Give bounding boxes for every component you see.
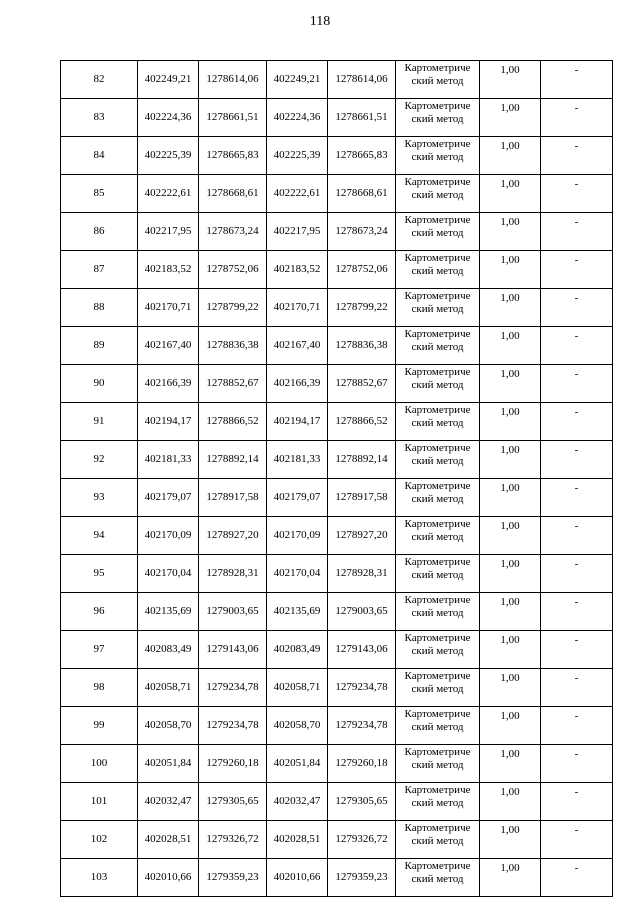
method-cell [396, 555, 480, 593]
method-line-1: Картометриче [404, 328, 471, 340]
method-cell [396, 251, 480, 289]
table-row [61, 289, 613, 327]
y-refined-cell: 1279326,72 [328, 821, 396, 859]
note-cell: - [541, 783, 613, 821]
table-row [61, 251, 613, 289]
method-line-2: ский метод [411, 417, 464, 429]
method-line-1: Картометриче [404, 62, 471, 74]
note-cell: - [541, 669, 613, 707]
y-existing-cell: 1279326,72 [199, 821, 267, 859]
y-refined-cell: 1278892,14 [328, 441, 396, 479]
accuracy-cell: 1,00 [480, 289, 541, 327]
table-row [61, 327, 613, 365]
table-row [61, 859, 613, 897]
table-row [61, 441, 613, 479]
point-number-cell: 94 [61, 517, 138, 555]
method-line-1: Картометриче [404, 176, 471, 188]
table-row [61, 707, 613, 745]
point-number-cell: 86 [61, 213, 138, 251]
y-existing-cell: 1278917,58 [199, 479, 267, 517]
note-cell: - [541, 175, 613, 213]
page-number: 118 [309, 14, 331, 29]
y-refined-cell: 1279359,23 [328, 859, 396, 897]
note-cell: - [541, 593, 613, 631]
x-existing-cell: 402135,69 [138, 593, 199, 631]
point-number-cell: 83 [61, 99, 138, 137]
method-line-2: ский метод [411, 455, 464, 467]
table-row [61, 175, 613, 213]
point-number-cell: 93 [61, 479, 138, 517]
accuracy-cell: 1,00 [480, 213, 541, 251]
note-cell: - [541, 517, 613, 555]
x-refined-cell: 402166,39 [267, 365, 328, 403]
accuracy-cell: 1,00 [480, 61, 541, 99]
x-refined-cell: 402051,84 [267, 745, 328, 783]
accuracy-cell: 1,00 [480, 99, 541, 137]
table-row [61, 479, 613, 517]
y-existing-cell: 1279143,06 [199, 631, 267, 669]
coordinates-table [60, 60, 613, 897]
method-line-2: ский метод [411, 265, 464, 277]
point-number-cell: 85 [61, 175, 138, 213]
point-number-cell: 91 [61, 403, 138, 441]
accuracy-cell: 1,00 [480, 593, 541, 631]
accuracy-cell: 1,00 [480, 859, 541, 897]
x-refined-cell: 402181,33 [267, 441, 328, 479]
x-existing-cell: 402166,39 [138, 365, 199, 403]
y-existing-cell: 1279234,78 [199, 707, 267, 745]
method-line-1: Картометриче [404, 746, 471, 758]
note-cell: - [541, 327, 613, 365]
method-cell [396, 61, 480, 99]
method-line-1: Картометриче [404, 100, 471, 112]
y-refined-cell: 1279234,78 [328, 669, 396, 707]
note-cell: - [541, 821, 613, 859]
point-number-cell: 96 [61, 593, 138, 631]
y-existing-cell: 1278673,24 [199, 213, 267, 251]
note-cell: - [541, 859, 613, 897]
x-refined-cell: 402222,61 [267, 175, 328, 213]
method-line-1: Картометриче [404, 138, 471, 150]
y-refined-cell: 1278661,51 [328, 99, 396, 137]
table-row [61, 783, 613, 821]
table-row [61, 669, 613, 707]
y-refined-cell: 1278668,61 [328, 175, 396, 213]
table-row [61, 137, 613, 175]
point-number-cell: 89 [61, 327, 138, 365]
method-line-1: Картометриче [404, 708, 471, 720]
x-refined-cell: 402194,17 [267, 403, 328, 441]
accuracy-cell: 1,00 [480, 821, 541, 859]
method-cell [396, 213, 480, 251]
method-cell [396, 175, 480, 213]
point-number-cell: 100 [61, 745, 138, 783]
method-cell [396, 707, 480, 745]
method-line-1: Картометриче [404, 860, 471, 872]
x-refined-cell: 402170,04 [267, 555, 328, 593]
x-refined-cell: 402010,66 [267, 859, 328, 897]
table-row [61, 745, 613, 783]
y-refined-cell: 1278928,31 [328, 555, 396, 593]
method-line-1: Картометриче [404, 290, 471, 302]
x-existing-cell: 402222,61 [138, 175, 199, 213]
method-line-2: ский метод [411, 227, 464, 239]
y-existing-cell: 1279260,18 [199, 745, 267, 783]
x-existing-cell: 402249,21 [138, 61, 199, 99]
method-cell [396, 99, 480, 137]
point-number-cell: 82 [61, 61, 138, 99]
method-line-2: ский метод [411, 531, 464, 543]
x-existing-cell: 402170,04 [138, 555, 199, 593]
x-refined-cell: 402032,47 [267, 783, 328, 821]
point-number-cell: 102 [61, 821, 138, 859]
point-number-cell: 84 [61, 137, 138, 175]
accuracy-cell: 1,00 [480, 365, 541, 403]
table-row [61, 213, 613, 251]
x-refined-cell: 402225,39 [267, 137, 328, 175]
method-cell [396, 631, 480, 669]
accuracy-cell: 1,00 [480, 441, 541, 479]
method-line-2: ский метод [411, 113, 464, 125]
method-line-2: ский метод [411, 151, 464, 163]
table-row [61, 821, 613, 859]
accuracy-cell: 1,00 [480, 745, 541, 783]
y-existing-cell: 1278752,06 [199, 251, 267, 289]
accuracy-cell: 1,00 [480, 707, 541, 745]
y-refined-cell: 1278927,20 [328, 517, 396, 555]
table-row [61, 593, 613, 631]
method-cell [396, 137, 480, 175]
x-existing-cell: 402010,66 [138, 859, 199, 897]
y-refined-cell: 1278614,06 [328, 61, 396, 99]
y-existing-cell: 1279359,23 [199, 859, 267, 897]
point-number-cell: 87 [61, 251, 138, 289]
accuracy-cell: 1,00 [480, 555, 541, 593]
method-cell [396, 859, 480, 897]
note-cell: - [541, 251, 613, 289]
note-cell: - [541, 707, 613, 745]
method-cell [396, 783, 480, 821]
note-cell: - [541, 441, 613, 479]
accuracy-cell: 1,00 [480, 783, 541, 821]
method-line-1: Картометриче [404, 252, 471, 264]
x-existing-cell: 402167,40 [138, 327, 199, 365]
accuracy-cell: 1,00 [480, 479, 541, 517]
table-row [61, 61, 613, 99]
accuracy-cell: 1,00 [480, 669, 541, 707]
accuracy-cell: 1,00 [480, 175, 541, 213]
method-line-2: ский метод [411, 607, 464, 619]
y-existing-cell: 1278892,14 [199, 441, 267, 479]
x-refined-cell: 402028,51 [267, 821, 328, 859]
x-refined-cell: 402167,40 [267, 327, 328, 365]
y-existing-cell: 1278866,52 [199, 403, 267, 441]
note-cell: - [541, 745, 613, 783]
x-existing-cell: 402194,17 [138, 403, 199, 441]
x-existing-cell: 402183,52 [138, 251, 199, 289]
x-existing-cell: 402217,95 [138, 213, 199, 251]
method-cell [396, 517, 480, 555]
y-existing-cell: 1279305,65 [199, 783, 267, 821]
y-existing-cell: 1278661,51 [199, 99, 267, 137]
y-existing-cell: 1279003,65 [199, 593, 267, 631]
table-row [61, 365, 613, 403]
y-refined-cell: 1279234,78 [328, 707, 396, 745]
method-line-1: Картометриче [404, 214, 471, 226]
accuracy-cell: 1,00 [480, 327, 541, 365]
x-refined-cell: 402170,09 [267, 517, 328, 555]
y-existing-cell: 1278927,20 [199, 517, 267, 555]
point-number-cell: 95 [61, 555, 138, 593]
x-existing-cell: 402170,71 [138, 289, 199, 327]
point-number-cell: 92 [61, 441, 138, 479]
note-cell: - [541, 289, 613, 327]
y-refined-cell: 1278917,58 [328, 479, 396, 517]
x-refined-cell: 402183,52 [267, 251, 328, 289]
y-refined-cell: 1278866,52 [328, 403, 396, 441]
method-line-2: ский метод [411, 493, 464, 505]
method-cell [396, 745, 480, 783]
method-line-2: ский метод [411, 797, 464, 809]
x-refined-cell: 402249,21 [267, 61, 328, 99]
accuracy-cell: 1,00 [480, 137, 541, 175]
method-line-2: ский метод [411, 75, 464, 87]
method-line-2: ский метод [411, 645, 464, 657]
method-cell [396, 403, 480, 441]
method-line-2: ский метод [411, 873, 464, 885]
y-refined-cell: 1279260,18 [328, 745, 396, 783]
method-cell [396, 289, 480, 327]
y-refined-cell: 1278752,06 [328, 251, 396, 289]
accuracy-cell: 1,00 [480, 631, 541, 669]
method-line-2: ский метод [411, 721, 464, 733]
method-line-1: Картометриче [404, 784, 471, 796]
y-existing-cell: 1278852,67 [199, 365, 267, 403]
point-number-cell: 101 [61, 783, 138, 821]
method-line-2: ский метод [411, 379, 464, 391]
x-existing-cell: 402170,09 [138, 517, 199, 555]
note-cell: - [541, 479, 613, 517]
x-refined-cell: 402058,70 [267, 707, 328, 745]
x-refined-cell: 402179,07 [267, 479, 328, 517]
x-refined-cell: 402217,95 [267, 213, 328, 251]
x-refined-cell: 402058,71 [267, 669, 328, 707]
x-refined-cell: 402170,71 [267, 289, 328, 327]
method-cell [396, 669, 480, 707]
y-existing-cell: 1279234,78 [199, 669, 267, 707]
y-refined-cell: 1279305,65 [328, 783, 396, 821]
method-line-1: Картометриче [404, 632, 471, 644]
y-existing-cell: 1278668,61 [199, 175, 267, 213]
method-line-1: Картометриче [404, 670, 471, 682]
x-existing-cell: 402083,49 [138, 631, 199, 669]
y-existing-cell: 1278836,38 [199, 327, 267, 365]
method-cell [396, 365, 480, 403]
method-line-1: Картометриче [404, 822, 471, 834]
x-existing-cell: 402224,36 [138, 99, 199, 137]
method-line-2: ский метод [411, 303, 464, 315]
x-refined-cell: 402135,69 [267, 593, 328, 631]
point-number-cell: 90 [61, 365, 138, 403]
method-cell [396, 593, 480, 631]
method-cell [396, 479, 480, 517]
note-cell: - [541, 631, 613, 669]
x-existing-cell: 402028,51 [138, 821, 199, 859]
x-existing-cell: 402051,84 [138, 745, 199, 783]
point-number-cell: 88 [61, 289, 138, 327]
x-refined-cell: 402083,49 [267, 631, 328, 669]
method-line-2: ский метод [411, 189, 464, 201]
x-refined-cell: 402224,36 [267, 99, 328, 137]
x-existing-cell: 402032,47 [138, 783, 199, 821]
method-line-2: ский метод [411, 759, 464, 771]
y-refined-cell: 1279143,06 [328, 631, 396, 669]
note-cell: - [541, 61, 613, 99]
method-line-2: ский метод [411, 683, 464, 695]
table-row [61, 631, 613, 669]
point-number-cell: 103 [61, 859, 138, 897]
note-cell: - [541, 99, 613, 137]
method-line-2: ский метод [411, 341, 464, 353]
method-cell [396, 441, 480, 479]
point-number-cell: 98 [61, 669, 138, 707]
y-existing-cell: 1278799,22 [199, 289, 267, 327]
method-line-2: ский метод [411, 569, 464, 581]
accuracy-cell: 1,00 [480, 403, 541, 441]
table-row [61, 555, 613, 593]
point-number-cell: 97 [61, 631, 138, 669]
note-cell: - [541, 213, 613, 251]
y-refined-cell: 1279003,65 [328, 593, 396, 631]
y-existing-cell: 1278614,06 [199, 61, 267, 99]
accuracy-cell: 1,00 [480, 251, 541, 289]
method-line-2: ский метод [411, 835, 464, 847]
method-line-1: Картометриче [404, 366, 471, 378]
x-existing-cell: 402058,71 [138, 669, 199, 707]
point-number-cell: 99 [61, 707, 138, 745]
y-refined-cell: 1278852,67 [328, 365, 396, 403]
note-cell: - [541, 137, 613, 175]
y-refined-cell: 1278665,83 [328, 137, 396, 175]
method-line-1: Картометриче [404, 556, 471, 568]
method-line-1: Картометриче [404, 594, 471, 606]
method-cell [396, 327, 480, 365]
table-row [61, 403, 613, 441]
method-line-1: Картометриче [404, 442, 471, 454]
method-cell [396, 821, 480, 859]
x-existing-cell: 402058,70 [138, 707, 199, 745]
method-line-1: Картометриче [404, 518, 471, 530]
note-cell: - [541, 365, 613, 403]
note-cell: - [541, 555, 613, 593]
method-line-1: Картометриче [404, 480, 471, 492]
y-refined-cell: 1278673,24 [328, 213, 396, 251]
y-refined-cell: 1278799,22 [328, 289, 396, 327]
table-row [61, 99, 613, 137]
method-line-1: Картометриче [404, 404, 471, 416]
x-existing-cell: 402179,07 [138, 479, 199, 517]
accuracy-cell: 1,00 [480, 517, 541, 555]
x-existing-cell: 402181,33 [138, 441, 199, 479]
note-cell: - [541, 403, 613, 441]
y-existing-cell: 1278928,31 [199, 555, 267, 593]
x-existing-cell: 402225,39 [138, 137, 199, 175]
table-row [61, 517, 613, 555]
y-refined-cell: 1278836,38 [328, 327, 396, 365]
y-existing-cell: 1278665,83 [199, 137, 267, 175]
